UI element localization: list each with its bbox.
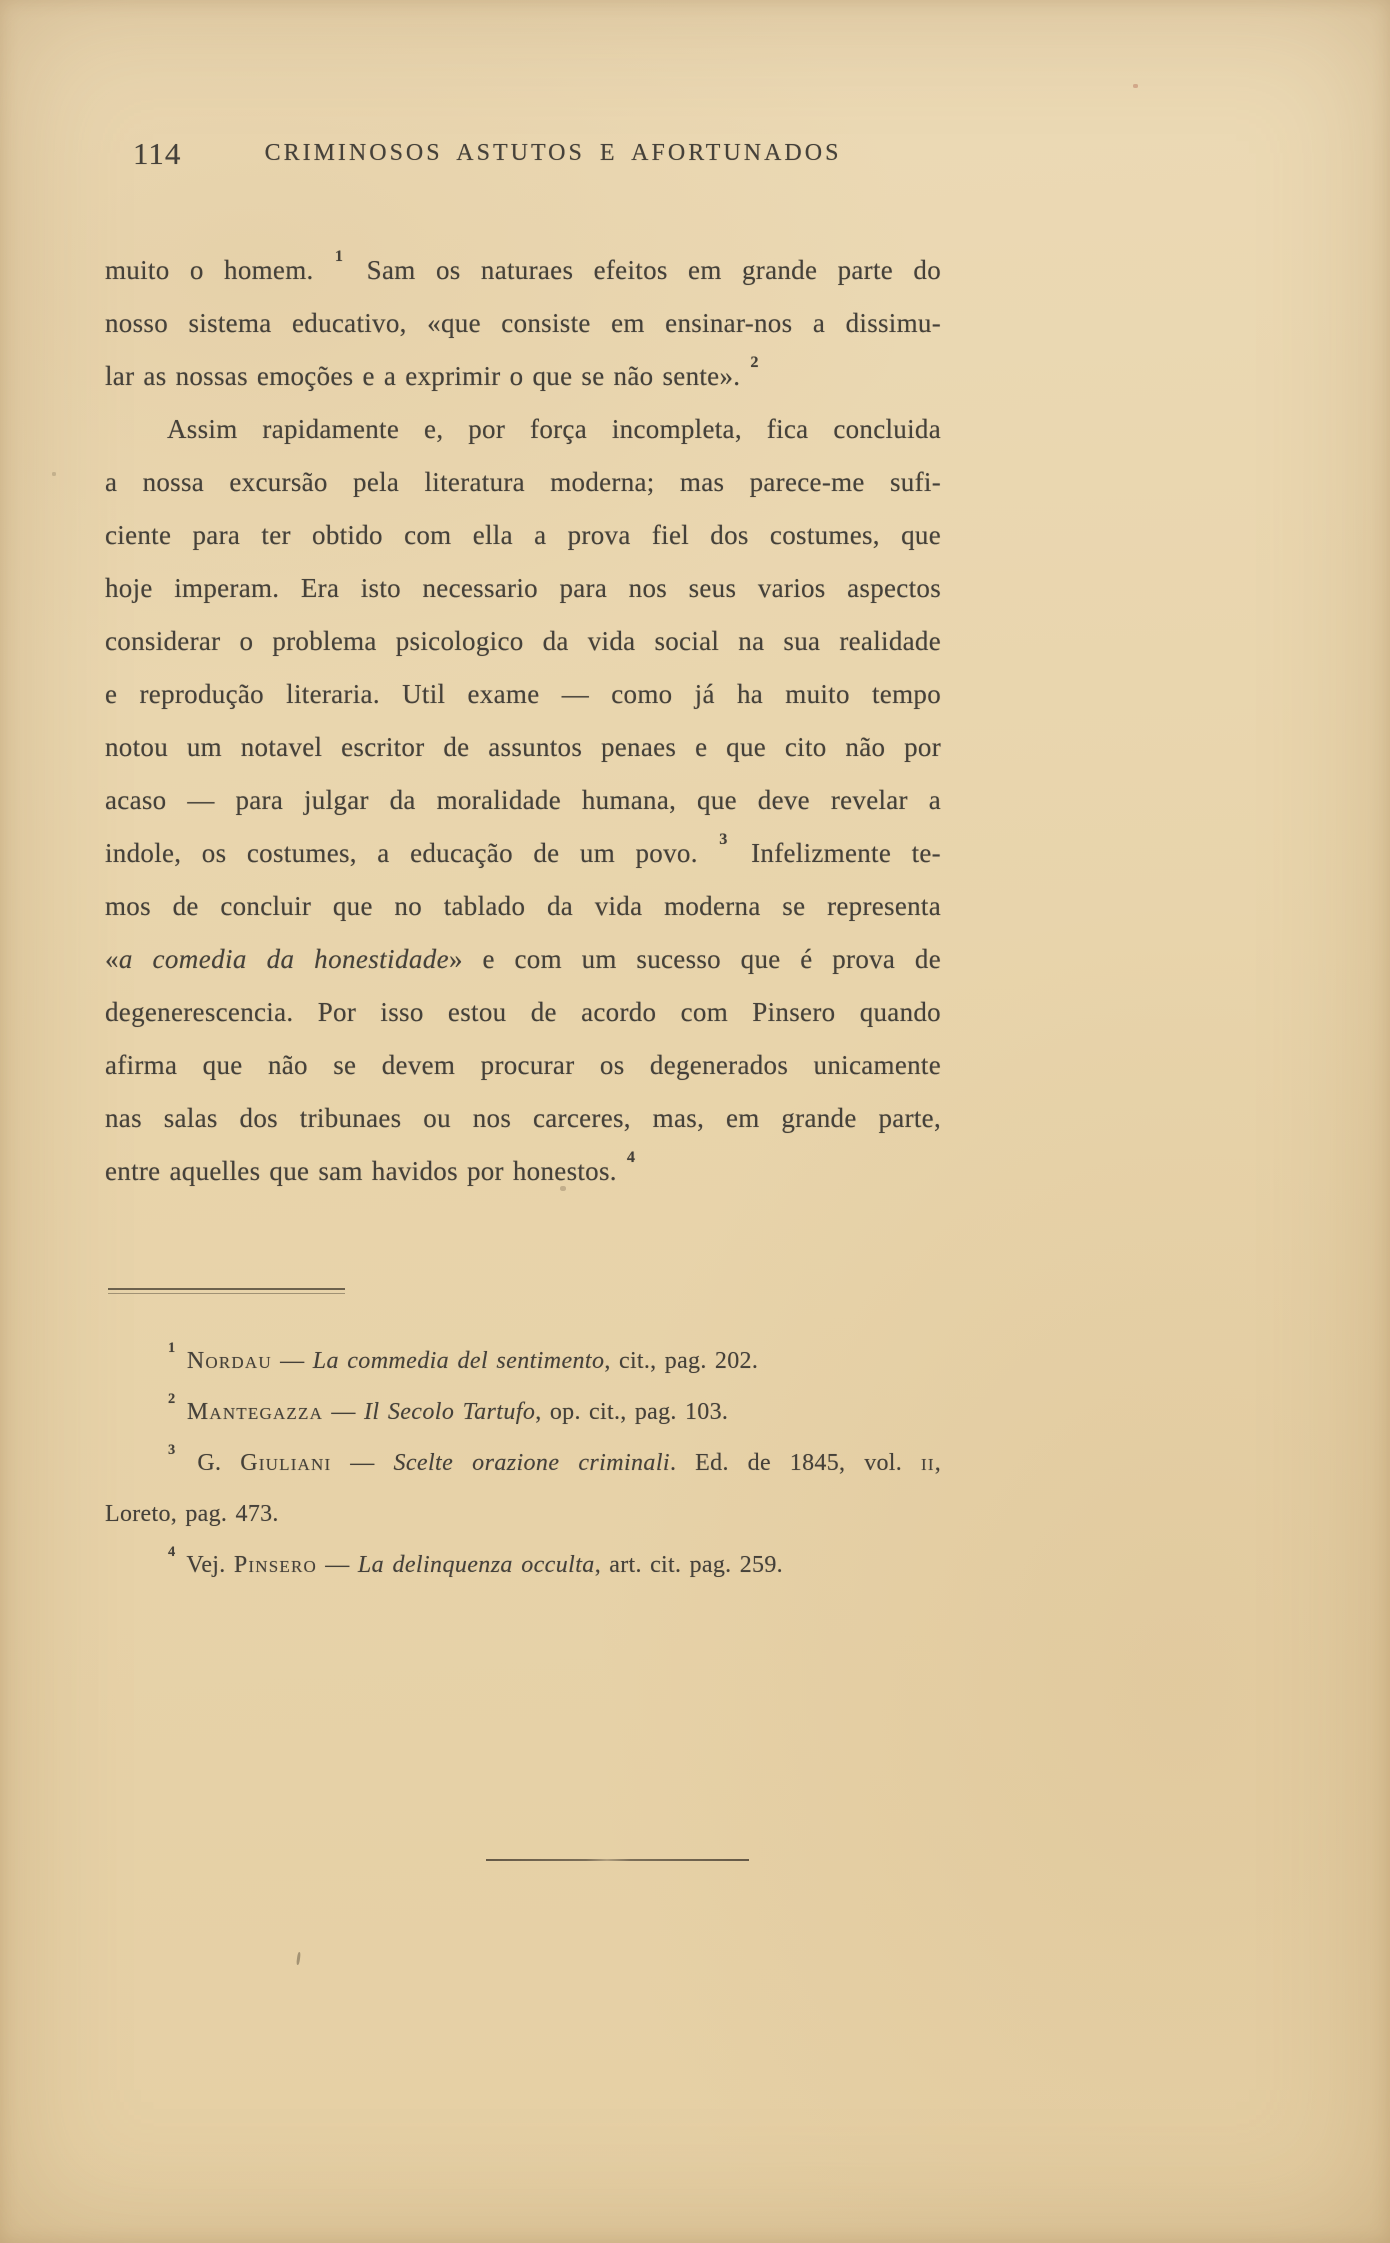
footnote-line: $^3$ G. Giuliani — Scelte orazione criminali. Ed. de 1845, vol. ii, [168, 1441, 942, 1476]
text-line: lar as nossas emoções e a exprimir o que se não sente». $^2$ [105, 352, 759, 391]
body-text [105, 244, 941, 1198]
footnote [105, 1540, 941, 1591]
text-line: ciente para ter obtido com ella a prova fiel dos costumes, que [105, 520, 941, 550]
footnote [105, 1336, 941, 1387]
page-header [105, 136, 941, 176]
page-number: 114 [133, 136, 182, 171]
text-line: muito o homem. $^1$ Sam os naturaes efeitos em grande parte do [105, 246, 942, 285]
footnote-line: $^4$ Vej. Pinsero — La delinquenza occulta, art. cit. pag. 259. [168, 1543, 783, 1578]
text-line: nas salas dos tribunaes ou nos carceres, mas, em grande parte, [105, 1103, 941, 1133]
text-line: mos de concluir que no tablado da vida moderna se representa [105, 891, 941, 921]
text-line: notou um notavel escritor de assuntos penaes e que cito não por [105, 732, 941, 762]
footnote [105, 1438, 941, 1540]
text-line: a nossa excursão pela literatura moderna; mas parece-me sufi- [105, 467, 941, 497]
text-line: degenerescencia. Por isso estou de acordo com Pinsero quando [105, 997, 941, 1027]
section-end-rule [486, 1859, 749, 1861]
text-line: indole, os costumes, a educação de um povo. $^3$ Infelizmente te- [105, 829, 941, 868]
text-line: acaso — para julgar da moralidade humana, que deve revelar a [105, 785, 941, 815]
footnote [105, 1387, 941, 1438]
paper-speck [560, 1186, 566, 1191]
text-line: hoje imperam. Era isto necessario para nos seus varios aspectos [105, 573, 941, 603]
text-line: entre aquelles que sam havidos por honestos. $^4$ [105, 1147, 636, 1186]
footnote-divider [108, 1288, 345, 1294]
footnote-line: $^2$ Mantegazza — Il Secolo Tartufo, op. cit., pag. 103. [168, 1390, 729, 1425]
paragraph [105, 403, 941, 1198]
text-line: afirma que não se devem procurar os degenerados unicamente [105, 1050, 941, 1080]
paper-speck [52, 472, 56, 476]
footnote-line: Loreto, pag. 473. [105, 1501, 279, 1527]
text-line: «a comedia da honestidade» e com um sucesso que é prova de [105, 944, 941, 974]
text-line: nosso sistema educativo, «que consiste em ensinar-nos a dissimu- [105, 308, 941, 338]
paragraph [105, 244, 941, 403]
running-title: CRIMINOSOS ASTUTOS E AFORTUNADOS [264, 140, 842, 166]
text-line: Assim rapidamente e, por força incompleta, fica concluida [167, 414, 941, 444]
ink-speck [296, 1952, 301, 1965]
text-line: considerar o problema psicologico da vida social na sua realidade [105, 626, 941, 656]
text-line: e reprodução literaria. Util exame — como já ha muito tempo [105, 679, 941, 709]
paper-speck [1133, 84, 1138, 88]
footnote-line: $^1$ Nordau — La commedia del sentimento, cit., pag. 202. [168, 1339, 759, 1374]
footnotes [105, 1336, 941, 1591]
